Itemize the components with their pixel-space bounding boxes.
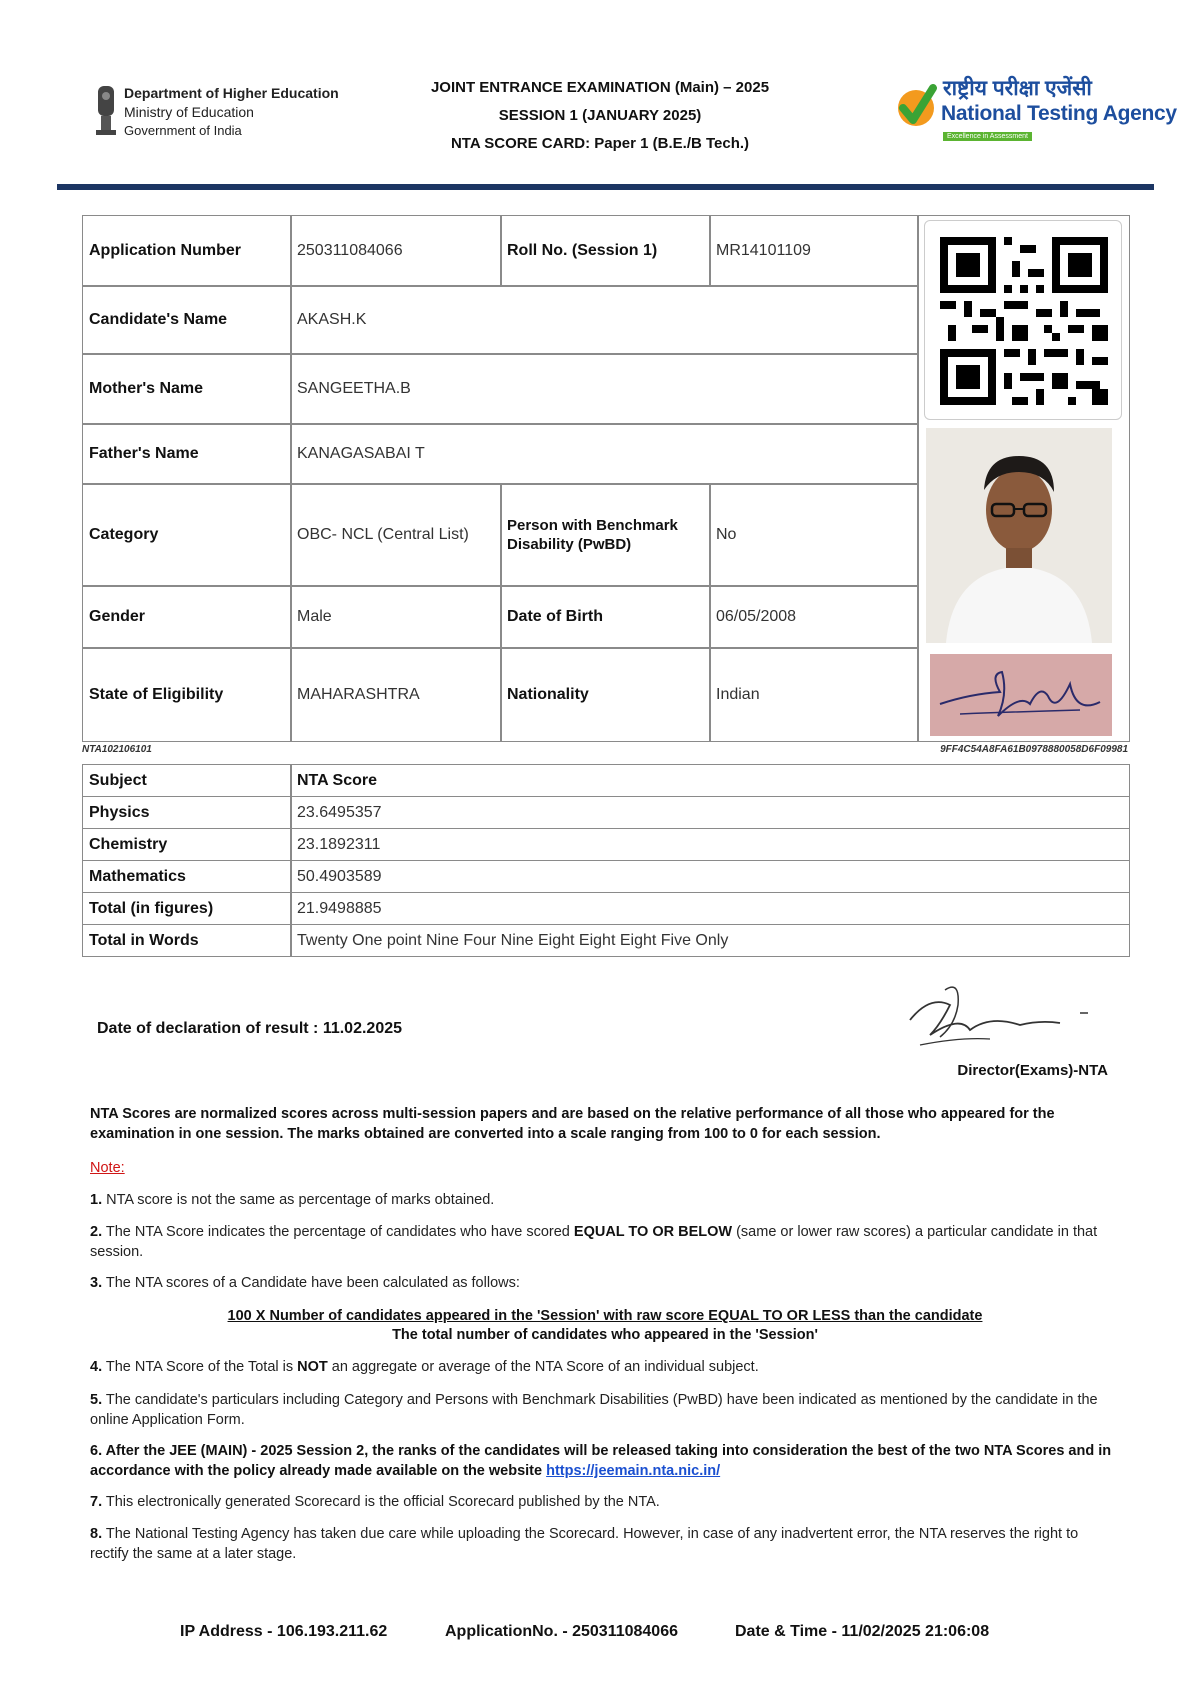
dept-name: Department of Higher Education <box>124 85 339 101</box>
note-emphasis: NOT <box>297 1359 328 1375</box>
application-number-value: 250311084066 <box>290 215 502 287</box>
dob-value: 06/05/2008 <box>709 585 919 649</box>
footer-datetime: Date & Time - 11/02/2025 21:06:08 <box>735 1623 990 1640</box>
note-item-3 <box>90 1273 1120 1293</box>
dob-label: Date of Birth <box>500 585 711 649</box>
pwbd-label: Person with Benchmark Disability (PwBD) <box>500 483 711 587</box>
roll-no-label: Roll No. (Session 1) <box>500 215 711 287</box>
document-code-right: 9FF4C54A8FA61B0978880058D6F09981 <box>940 744 1128 755</box>
note-item-7 <box>90 1492 1120 1512</box>
score-row-value: Twenty One point Nine Four Nine Eight Eight Eight Five Only <box>290 924 1130 957</box>
government-name: Government of India <box>124 123 242 138</box>
note-number: 3. <box>90 1275 103 1291</box>
note-number: 2. <box>90 1224 103 1240</box>
gender-value: Male <box>290 585 502 649</box>
ministry-logo-block <box>92 80 339 150</box>
score-header-subject: Subject <box>82 764 292 797</box>
note-item-8 <box>90 1524 1120 1564</box>
score-row-value: 23.1892311 <box>290 828 1130 861</box>
nationality-label: Nationality <box>500 647 711 742</box>
nta-checkmark-icon <box>895 78 937 138</box>
qr-code-icon <box>940 237 1108 405</box>
normalization-intro: NTA Scores are normalized scores across multi-session papers and are based on the relative performance of all those who appeared for the examination in one session. The marks obtained are converted into a scale ranging from 100 to 0 for each session. <box>90 1106 1055 1142</box>
footer-application-no: ApplicationNo. - 250311084066 <box>445 1623 678 1640</box>
jeemain-website-link[interactable]: https://jeemain.nta.nic.in/ <box>546 1463 721 1479</box>
candidate-name-value: AKASH.K <box>290 285 919 355</box>
nta-hindi-name: राष्ट्रीय परीक्षा एजेंसी <box>943 77 1092 100</box>
director-title: Director(Exams)-NTA <box>957 1062 1108 1079</box>
note-text: The NTA Score indicates the percentage of candidates who have scored <box>102 1224 574 1240</box>
category-value: OBC- NCL (Central List) <box>290 483 502 587</box>
note-item-2 <box>90 1222 1120 1262</box>
score-row-value: 23.6495357 <box>290 796 1130 829</box>
mother-name-value: SANGEETHA.B <box>290 353 919 425</box>
note-number: 7. <box>90 1494 103 1510</box>
note-number: 5. <box>90 1392 103 1408</box>
state-value: MAHARASHTRA <box>290 647 502 742</box>
qr-code-frame <box>924 220 1122 420</box>
nta-logo <box>895 74 1177 146</box>
roll-no-value: MR14101109 <box>709 215 919 287</box>
score-row-label: Chemistry <box>82 828 292 861</box>
score-row-label: Physics <box>82 796 292 829</box>
note-number: 8. <box>90 1526 103 1542</box>
note-item-4 <box>90 1357 1120 1377</box>
national-emblem-icon <box>92 82 120 146</box>
candidate-name-label: Candidate's Name <box>82 285 292 355</box>
header-divider <box>57 184 1154 190</box>
title-line-3: NTA SCORE CARD: Paper 1 (B.E./B Tech.) <box>450 135 750 152</box>
note-text: 6. After the JEE (MAIN) - 2025 Session 2, the ranks of the candidates will be released taking into consideration the best of the two NTA Scores and in accordance with the policy already made available on the website <box>90 1443 1112 1479</box>
application-number-label: Application Number <box>82 215 292 287</box>
note-number: 1. <box>90 1192 103 1208</box>
formula-denominator: The total number of candidates who appeared in the 'Session' <box>392 1327 818 1343</box>
candidate-photo <box>926 428 1112 643</box>
title-line-1: JOINT ENTRANCE EXAMINATION (Main) – 2025 <box>430 79 770 96</box>
nta-english-name: National Testing Agency <box>941 102 1177 125</box>
father-name-label: Father's Name <box>82 423 292 485</box>
candidate-photo-icon <box>926 428 1112 643</box>
nationality-value: Indian <box>709 647 919 742</box>
mother-name-label: Mother's Name <box>82 353 292 425</box>
pwbd-value: No <box>709 483 919 587</box>
candidate-signature <box>930 654 1112 736</box>
score-row-value: 21.9498885 <box>290 892 1130 925</box>
note-text: The candidate's particulars including Category and Persons with Benchmark Disabilities (PwBD) have been indicated as mentioned by the candidate in the online Application Form. <box>90 1392 1098 1428</box>
footer-ip-address: IP Address - 106.193.211.62 <box>180 1623 388 1640</box>
formula-numerator: 100 X Number of candidates appeared in the 'Session' with raw score EQUAL TO OR LESS than the candidate <box>227 1308 983 1324</box>
note-item-5 <box>90 1390 1120 1430</box>
ministry-name: Ministry of Education <box>124 104 254 120</box>
gender-label: Gender <box>82 585 292 649</box>
document-code-left: NTA102106101 <box>82 744 152 755</box>
declaration-date: Date of declaration of result : 11.02.2025 <box>97 1020 403 1037</box>
state-label: State of Eligibility <box>82 647 292 742</box>
note-number: 4. <box>90 1359 103 1375</box>
nta-tagline: Excellence in Assessment <box>943 132 1032 141</box>
score-row-value: 50.4903589 <box>290 860 1130 893</box>
note-text: The NTA scores of a Candidate have been calculated as follows: <box>102 1275 520 1291</box>
note-text: The NTA Score of the Total is <box>102 1359 298 1375</box>
director-signature-icon <box>900 975 1100 1055</box>
score-header-nta: NTA Score <box>290 764 1130 797</box>
note-item-6 <box>90 1441 1120 1481</box>
note-item-1 <box>90 1190 1120 1210</box>
category-label: Category <box>82 483 292 587</box>
signature-icon <box>930 654 1112 736</box>
score-row-label: Total (in figures) <box>82 892 292 925</box>
note-text: (same or lower raw scores) a particular candidate in that session. <box>90 1224 1098 1260</box>
title-line-2: SESSION 1 (JANUARY 2025) <box>498 107 702 124</box>
note-text: an aggregate or average of the NTA Score of an individual subject. <box>327 1359 759 1375</box>
note-text: NTA score is not the same as percentage of marks obtained. <box>102 1192 495 1208</box>
note-emphasis: EQUAL TO OR BELOW <box>573 1224 733 1240</box>
father-name-value: KANAGASABAI T <box>290 423 919 485</box>
note-text: The National Testing Agency has taken due care while uploading the Scorecard. However, in case of any inadvertent error, the NTA reserves the right to rectify the same at a later stage. <box>90 1526 1079 1562</box>
note-label: Note: <box>90 1160 125 1176</box>
note-text: This electronically generated Scorecard is the official Scorecard published by the NTA. <box>102 1494 660 1510</box>
score-row-label: Mathematics <box>82 860 292 893</box>
scorecard-title <box>300 74 900 158</box>
score-row-label: Total in Words <box>82 924 292 957</box>
